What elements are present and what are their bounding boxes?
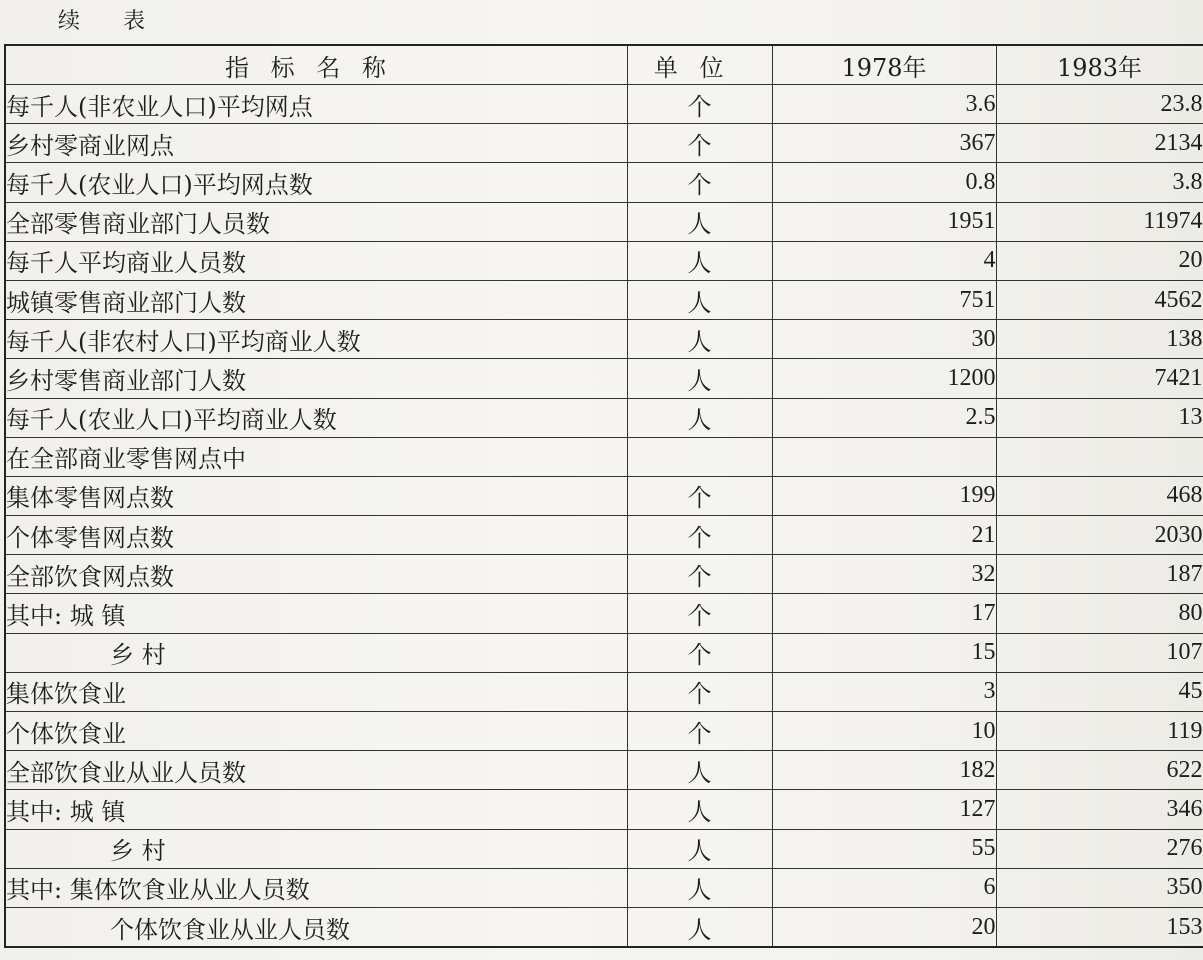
indicator-name-cell: 其中: 城 镇 — [5, 594, 627, 633]
unit-cell: 个 — [627, 633, 772, 672]
indicator-name-cell: 全部饮食业从业人员数 — [5, 751, 627, 790]
unit-cell: 人 — [627, 868, 772, 907]
table-row — [5, 907, 1203, 947]
value-1983-cell: 346 — [996, 790, 1203, 829]
value-1983-cell: 2030 — [996, 516, 1203, 555]
table-row — [5, 280, 1203, 319]
unit-cell: 个 — [627, 594, 772, 633]
value-1978-cell: 6 — [772, 868, 996, 907]
table-row — [5, 594, 1203, 633]
table-row — [5, 868, 1203, 907]
table-row — [5, 751, 1203, 790]
unit-cell: 个 — [627, 672, 772, 711]
indicator-name-cell: 集体零售网点数 — [5, 476, 627, 515]
header-year-1978: 1978年 — [772, 45, 996, 85]
value-1978-cell: 751 — [772, 280, 996, 319]
table-row — [5, 555, 1203, 594]
table-row — [5, 476, 1203, 515]
unit-cell: 个 — [627, 85, 772, 124]
table-row — [5, 202, 1203, 241]
value-1983-cell: 80 — [996, 594, 1203, 633]
table-row — [5, 359, 1203, 398]
indicator-name-cell: 其中: 集体饮食业从业人员数 — [5, 868, 627, 907]
value-1983-cell: 107 — [996, 633, 1203, 672]
indicator-name-cell: 每千人(非农业人口)平均网点 — [5, 85, 627, 124]
table-body — [5, 85, 1203, 948]
indicator-name-cell: 乡 村 — [5, 633, 627, 672]
unit-cell — [627, 437, 772, 476]
table-row — [5, 241, 1203, 280]
unit-cell: 人 — [627, 241, 772, 280]
table-row — [5, 790, 1203, 829]
table-row — [5, 712, 1203, 751]
unit-cell: 个 — [627, 516, 772, 555]
value-1983-cell: 138 — [996, 320, 1203, 359]
unit-cell: 个 — [627, 555, 772, 594]
indicator-name-cell: 每千人(农业人口)平均网点数 — [5, 163, 627, 202]
unit-cell: 人 — [627, 829, 772, 868]
value-1983-cell: 3.8 — [996, 163, 1203, 202]
value-1978-cell: 2.5 — [772, 398, 996, 437]
value-1978-cell: 15 — [772, 633, 996, 672]
indicator-name-cell: 每千人(农业人口)平均商业人数 — [5, 398, 627, 437]
value-1983-cell: 2134 — [996, 124, 1203, 163]
table-row — [5, 398, 1203, 437]
table-row — [5, 124, 1203, 163]
unit-cell: 个 — [627, 163, 772, 202]
value-1978-cell: 127 — [772, 790, 996, 829]
value-1978-cell — [772, 437, 996, 476]
table-row — [5, 85, 1203, 124]
value-1978-cell: 1200 — [772, 359, 996, 398]
value-1978-cell: 0.8 — [772, 163, 996, 202]
table-row — [5, 829, 1203, 868]
indicator-name-cell: 每千人(非农村人口)平均商业人数 — [5, 320, 627, 359]
unit-cell: 个 — [627, 712, 772, 751]
indicator-name-cell: 全部零售商业部门人员数 — [5, 202, 627, 241]
value-1983-cell: 153 — [996, 907, 1203, 947]
value-1983-cell: 11974 — [996, 202, 1203, 241]
unit-cell: 个 — [627, 124, 772, 163]
unit-cell: 人 — [627, 359, 772, 398]
indicator-name-cell: 乡 村 — [5, 829, 627, 868]
value-1983-cell: 23.8 — [996, 85, 1203, 124]
unit-cell: 人 — [627, 907, 772, 947]
value-1978-cell: 4 — [772, 241, 996, 280]
table-row — [5, 437, 1203, 476]
unit-cell: 人 — [627, 751, 772, 790]
value-1983-cell: 20 — [996, 241, 1203, 280]
indicator-name-cell: 乡村零商业网点 — [5, 124, 627, 163]
value-1978-cell: 30 — [772, 320, 996, 359]
value-1983-cell: 350 — [996, 868, 1203, 907]
value-1983-cell: 7421 — [996, 359, 1203, 398]
value-1983-cell: 13 — [996, 398, 1203, 437]
indicator-name-cell: 个体零售网点数 — [5, 516, 627, 555]
header-year-1983: 1983年 — [996, 45, 1203, 85]
header-row — [5, 45, 1203, 85]
value-1983-cell: 187 — [996, 555, 1203, 594]
value-1978-cell: 182 — [772, 751, 996, 790]
indicator-name-cell: 其中: 城 镇 — [5, 790, 627, 829]
value-1983-cell: 45 — [996, 672, 1203, 711]
value-1978-cell: 55 — [772, 829, 996, 868]
table-row — [5, 516, 1203, 555]
header-unit: 单位 — [627, 45, 772, 85]
unit-cell: 人 — [627, 202, 772, 241]
indicator-name-cell: 每千人平均商业人员数 — [5, 241, 627, 280]
indicator-name-cell: 个体饮食业 — [5, 712, 627, 751]
value-1983-cell — [996, 437, 1203, 476]
value-1983-cell: 468 — [996, 476, 1203, 515]
value-1978-cell: 32 — [772, 555, 996, 594]
table-row — [5, 320, 1203, 359]
value-1983-cell: 622 — [996, 751, 1203, 790]
value-1978-cell: 1951 — [772, 202, 996, 241]
statistics-table — [4, 44, 1203, 948]
table-row — [5, 163, 1203, 202]
value-1978-cell: 3 — [772, 672, 996, 711]
indicator-name-cell: 集体饮食业 — [5, 672, 627, 711]
unit-cell: 人 — [627, 398, 772, 437]
unit-cell: 人 — [627, 320, 772, 359]
value-1978-cell: 17 — [772, 594, 996, 633]
value-1978-cell: 199 — [772, 476, 996, 515]
indicator-name-cell: 城镇零售商业部门人数 — [5, 280, 627, 319]
unit-cell: 人 — [627, 790, 772, 829]
unit-cell: 人 — [627, 280, 772, 319]
indicator-name-cell: 全部饮食网点数 — [5, 555, 627, 594]
indicator-name-cell: 个体饮食业从业人员数 — [5, 907, 627, 947]
table-row — [5, 633, 1203, 672]
value-1978-cell: 367 — [772, 124, 996, 163]
header-indicator-name: 指标名称 — [5, 45, 627, 85]
value-1983-cell: 119 — [996, 712, 1203, 751]
table-row — [5, 672, 1203, 711]
value-1978-cell: 10 — [772, 712, 996, 751]
value-1983-cell: 4562 — [996, 280, 1203, 319]
indicator-name-cell: 乡村零售商业部门人数 — [5, 359, 627, 398]
value-1978-cell: 3.6 — [772, 85, 996, 124]
indicator-name-cell: 在全部商业零售网点中 — [5, 437, 627, 476]
unit-cell: 个 — [627, 476, 772, 515]
table-caption: 续 表 — [58, 9, 163, 34]
value-1978-cell: 20 — [772, 907, 996, 947]
value-1978-cell: 21 — [772, 516, 996, 555]
value-1983-cell: 276 — [996, 829, 1203, 868]
